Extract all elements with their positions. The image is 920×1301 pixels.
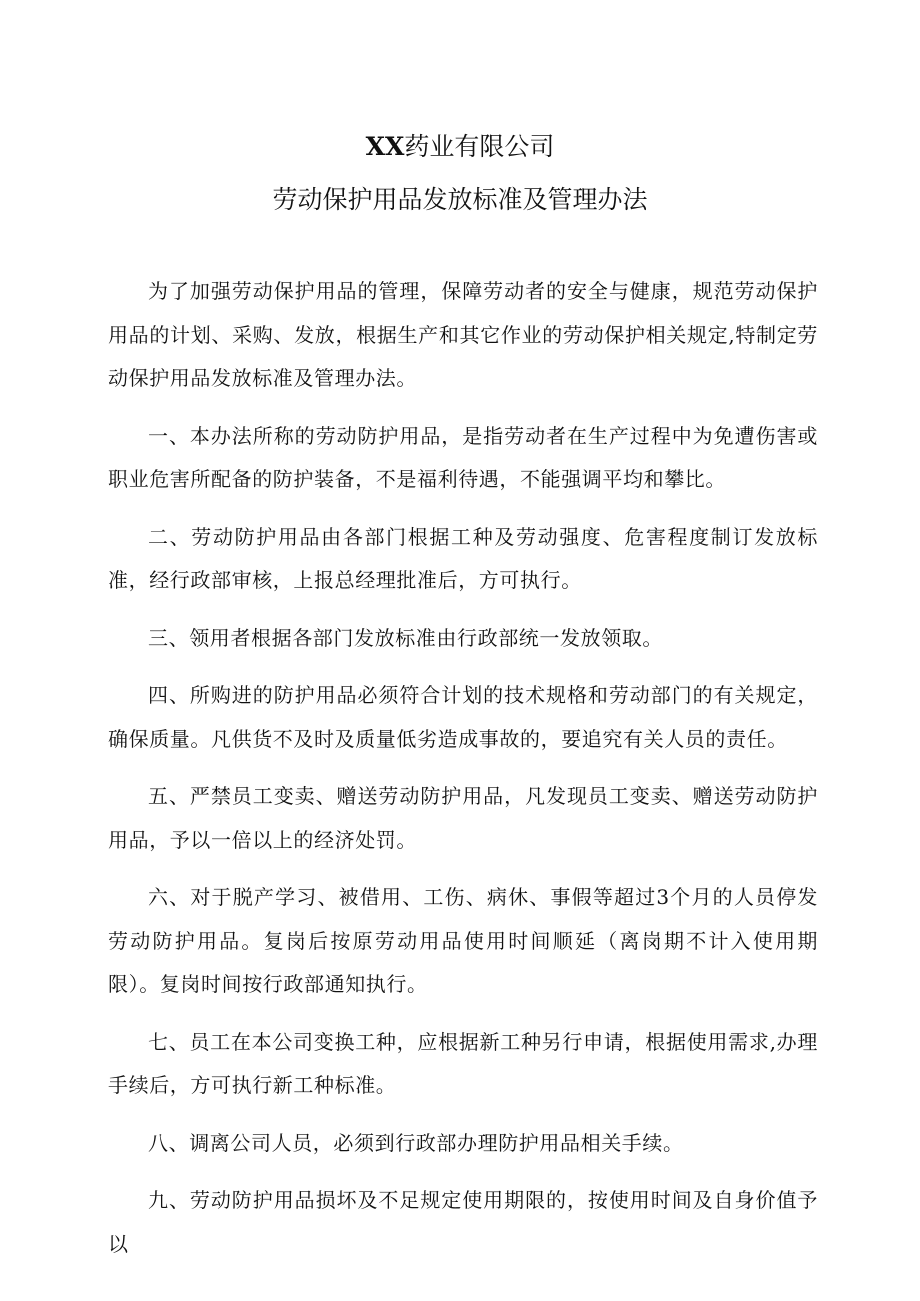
paragraph-5: 五、严禁员工变卖、赠送劳动防护用品，凡发现员工变卖、赠送劳动防护用品，予以一倍以上的经济处罚。 xyxy=(108,784,818,852)
company-title xyxy=(0,130,920,164)
company-name: 药业有限公司 xyxy=(404,132,555,161)
paragraph-6: 六、对于脱产学习、被借用、工伤、病休、事假等超过3个月的人员停发劳动防护用品。复岗后按原劳动用品使用时间顺延（离岗期不计入使用期限）。复岗时间按行政部通知执行。 xyxy=(108,885,818,996)
paragraph-9: 九、劳动防护用品损坏及不足规定使用期限的，按使用时间及自身价值予以 xyxy=(108,1188,818,1256)
paragraph-4: 四、所购进的防护用品必须符合计划的技术规格和劳动部门的有关规定，确保质量。凡供货不及时及质量低劣造成事故的，要追究有关人员的责任。 xyxy=(108,683,818,751)
paragraph-3: 三、领用者根据各部门发放标准由行政部统一发放领取。 xyxy=(148,625,663,650)
paragraph-1: 一、本办法所称的劳动防护用品，是指劳动者在生产过程中为免遭伤害或职业危害所配备的防护装备，不是福利待遇，不能强调平均和攀比。 xyxy=(108,423,818,491)
paragraph-7: 七、员工在本公司变换工种，应根据新工种另行申请，根据使用需求,办理手续后，方可执行新工种标准。 xyxy=(108,1029,818,1097)
paragraph-8: 八、调离公司人员，必须到行政部办理防护用品相关手续。 xyxy=(148,1130,684,1155)
document-body xyxy=(108,270,818,1280)
document-title: 劳动保护用品发放标准及管理办法 xyxy=(272,185,648,214)
paragraph-2: 二、劳动防护用品由各部门根据工种及劳动强度、危害程度制订发放标准，经行政部审核，上报总经理批准后，方可执行。 xyxy=(108,524,818,592)
company-prefix: XX xyxy=(365,132,405,161)
paragraph-intro: 为了加强劳动保护用品的管理，保障劳动者的安全与健康，规范劳动保护用品的计划、采购、发放，根据生产和其它作业的劳动保护相关规定,特制定劳动保护用品发放标准及管理办法。 xyxy=(108,279,818,390)
